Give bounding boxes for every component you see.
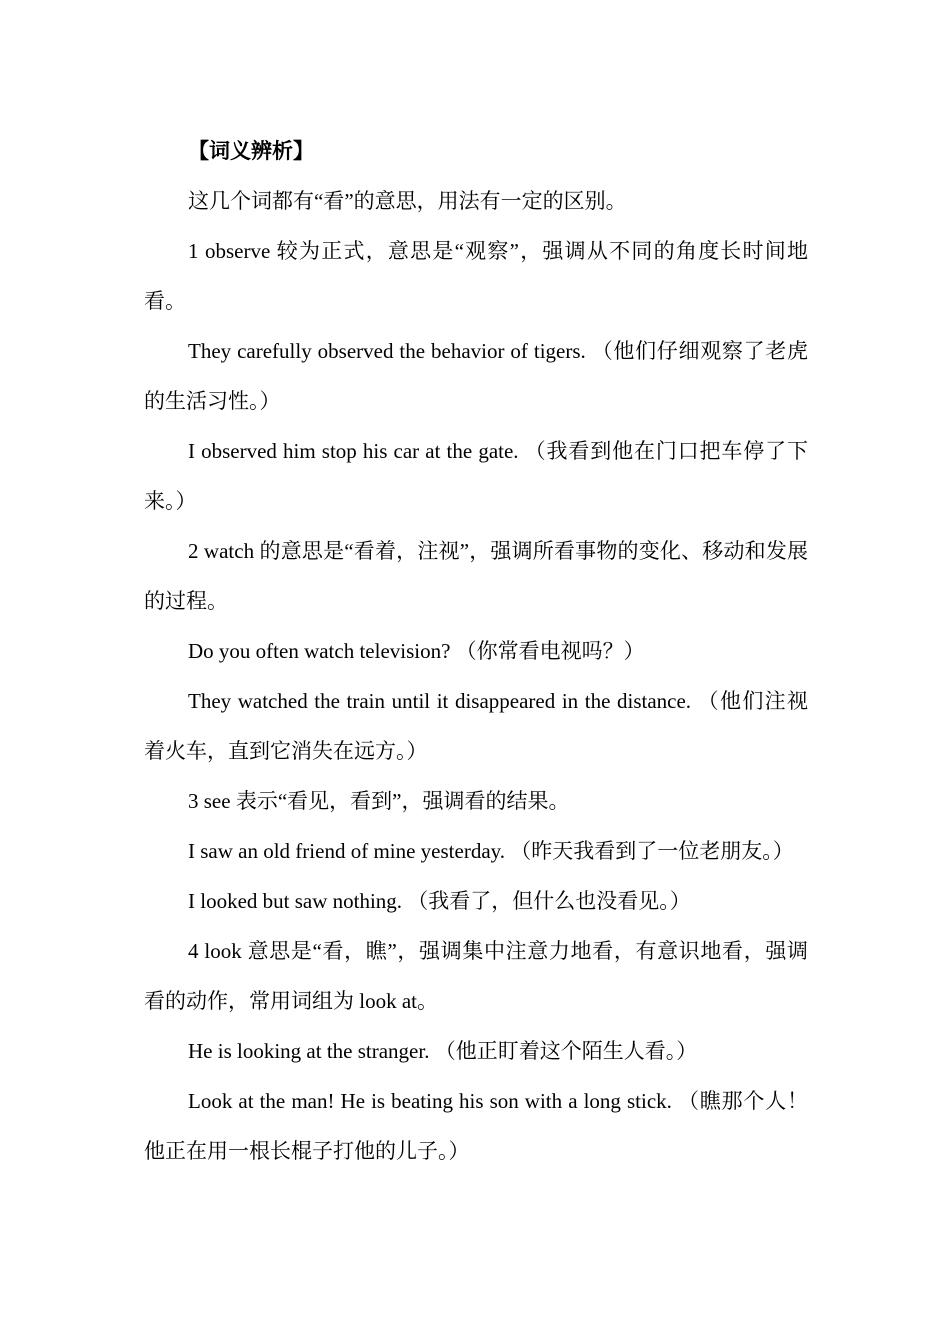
see-example-2: I looked but saw nothing. （我看了，但什么也没看见。） — [188, 889, 691, 913]
look-definition: 4 look 意思是“看，瞧”，强调集中注意力地看，有意识地看，强调看的动作，常用词组为 look at。 — [144, 939, 808, 1013]
observe-definition: 1 observe 较为正式，意思是“观察”，强调从不同的角度长时间地看。 — [144, 239, 808, 313]
observe-example-1: They carefully observed the behavior of tigers. （他们仔细观察了老虎的生活习性。） — [144, 339, 808, 413]
look-example-2: Look at the man! He is beating his son with a long stick. （瞧那个人！他正在用一根长棍子打他的儿子。） — [144, 1089, 808, 1163]
look-example-1: He is looking at the stranger. （他正盯着这个陌生人看。） — [188, 1039, 698, 1063]
section-heading: 【词义辨析】 — [188, 139, 314, 163]
document-page — [144, 126, 808, 1176]
see-definition: 3 see 表示“看见，看到”，强调看的结果。 — [188, 789, 570, 813]
watch-example-1: Do you often watch television? （你常看电视吗？） — [188, 639, 645, 663]
observe-example-2: I observed him stop his car at the gate. （我看到他在门口把车停了下来。） — [144, 439, 808, 513]
watch-definition: 2 watch 的意思是“看着，注视”，强调所看事物的变化、移动和发展的过程。 — [144, 539, 808, 613]
see-example-1: I saw an old friend of mine yesterday. （昨天我看到了一位老朋友。） — [188, 839, 794, 863]
intro-paragraph: 这几个词都有“看”的意思，用法有一定的区别。 — [188, 189, 627, 213]
watch-example-2: They watched the train until it disappeared in the distance. （他们注视着火车，直到它消失在远方。） — [144, 689, 808, 763]
